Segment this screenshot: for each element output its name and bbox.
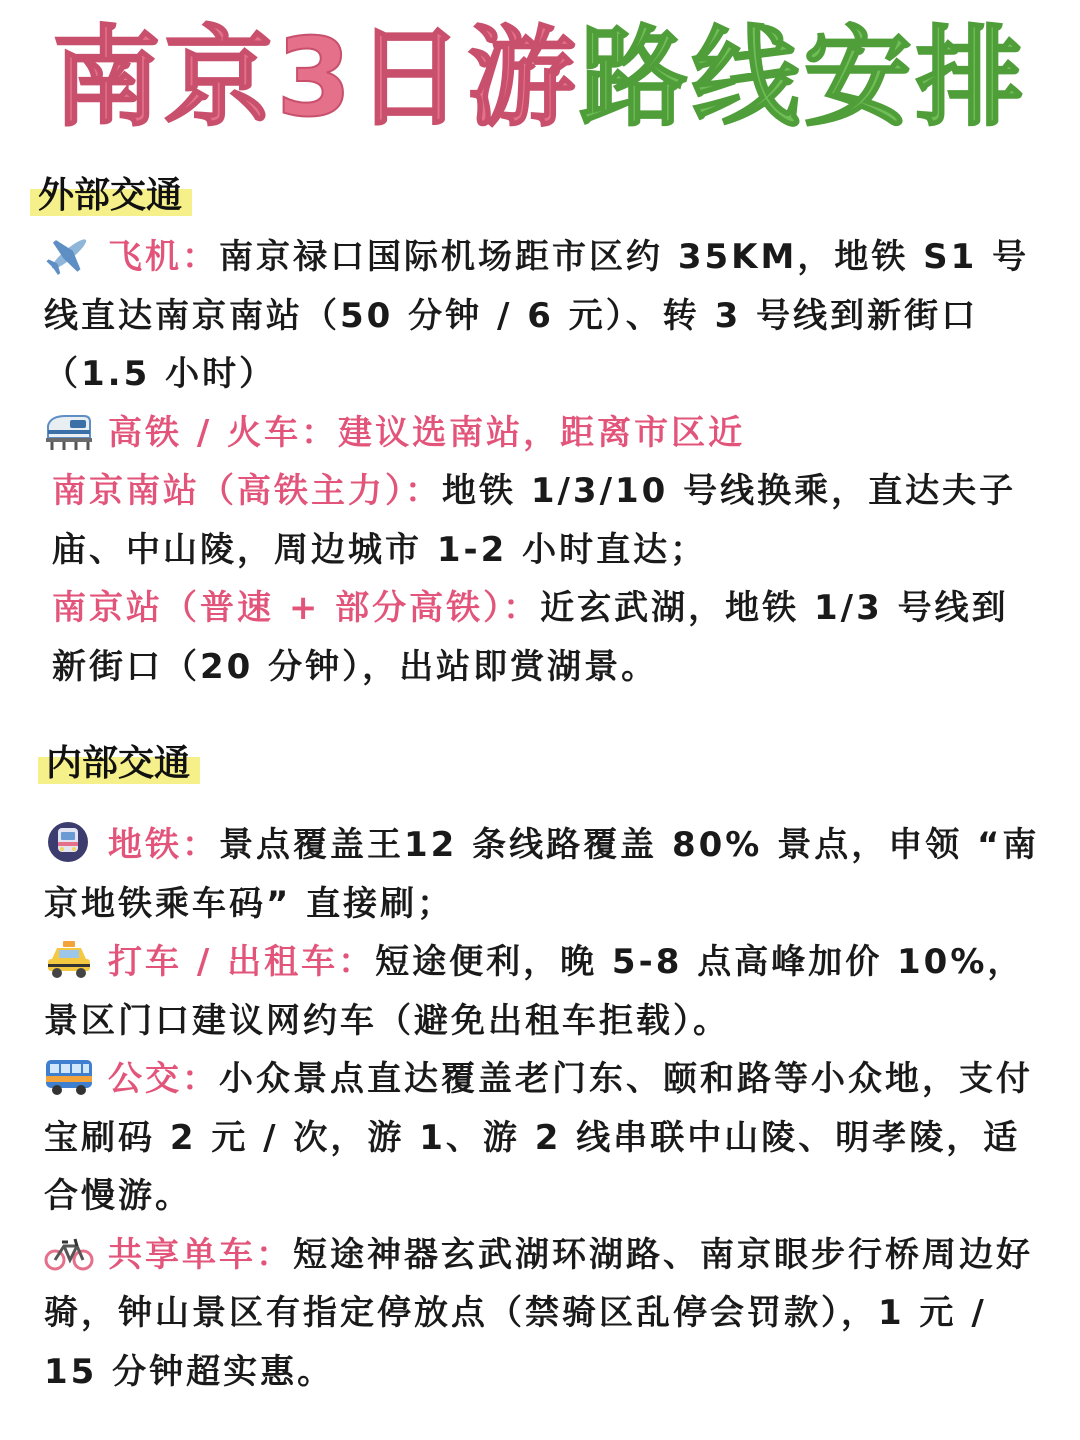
plane-heading: 飞机：	[108, 237, 219, 277]
bus-text: 小众景点直达覆盖老门东、颐和路等小众地，支付宝刷码 2 元 / 次，游 1、游 2 线串联中山陵、明孝陵，适合慢游。	[44, 1059, 1033, 1216]
taxi-icon	[44, 937, 94, 981]
plane-text: 南京禄口国际机场距市区约 35KM，地铁 S1 号线直达南京南站（50 分钟 / 6 元）、转 3 号线到新街口（1.5 小时）	[44, 237, 1030, 394]
nanjing-station-item	[44, 579, 1044, 696]
plane-item	[44, 228, 1044, 404]
train-heading: 高铁 / 火车：建议选南站，距离市区近	[108, 412, 746, 453]
bus-icon	[44, 1054, 94, 1098]
bike-heading: 共享单车：	[108, 1234, 293, 1275]
metro-icon	[44, 820, 94, 864]
bicycle-icon	[44, 1230, 94, 1274]
taxi-heading: 打车 / 出租车：	[108, 942, 376, 982]
bike-text: 短途神器玄武湖环湖路、南京眼步行桥周边好骑，钟山景区有指定停放点（禁骑区乱停会罚款），1 元 / 15 分钟超实惠。	[44, 1234, 1033, 1392]
south-station-item	[44, 462, 1044, 579]
title-part-1: 南京3日游	[52, 16, 580, 141]
metro-text: 景点覆盖王12 条线路覆盖 80% 景点，申领 “南京地铁乘车码” 直接刷；	[44, 825, 1040, 924]
section-label-external: 外部交通	[30, 170, 192, 220]
external-paragraph	[44, 228, 1044, 696]
train-item	[44, 404, 1044, 463]
airplane-icon	[44, 232, 94, 276]
metro-item	[44, 816, 1044, 933]
internal-paragraph	[44, 816, 1044, 1401]
bus-heading: 公交：	[108, 1059, 219, 1099]
bus-item	[44, 1050, 1044, 1226]
section-label-internal: 内部交通	[38, 738, 200, 788]
nanjing-station-heading: 南京站（普速 + 部分高铁）：	[52, 588, 541, 628]
taxi-item	[44, 933, 1044, 1050]
title-part-2: 路线安排	[579, 16, 1028, 141]
nanjing-station-text: 近玄武湖，地铁 1/3 号线到新街口（20 分钟），出站即赏湖景。	[52, 588, 1009, 687]
taxi-text: 短途便利，晚 5-8 点高峰加价 10%，景区门口建议网约车（避免出租车拒载）。	[44, 942, 1025, 1041]
bike-item	[44, 1226, 1044, 1402]
page-title	[0, 14, 1080, 144]
south-station-text: 地铁 1/3/10 号线换乘，直达夫子庙、中山陵，周边城市 1-2 小时直达；	[52, 471, 1017, 570]
metro-heading: 地铁：	[108, 825, 219, 865]
south-station-heading: 南京南站（高铁主力）：	[52, 471, 442, 511]
train-icon	[44, 408, 94, 452]
